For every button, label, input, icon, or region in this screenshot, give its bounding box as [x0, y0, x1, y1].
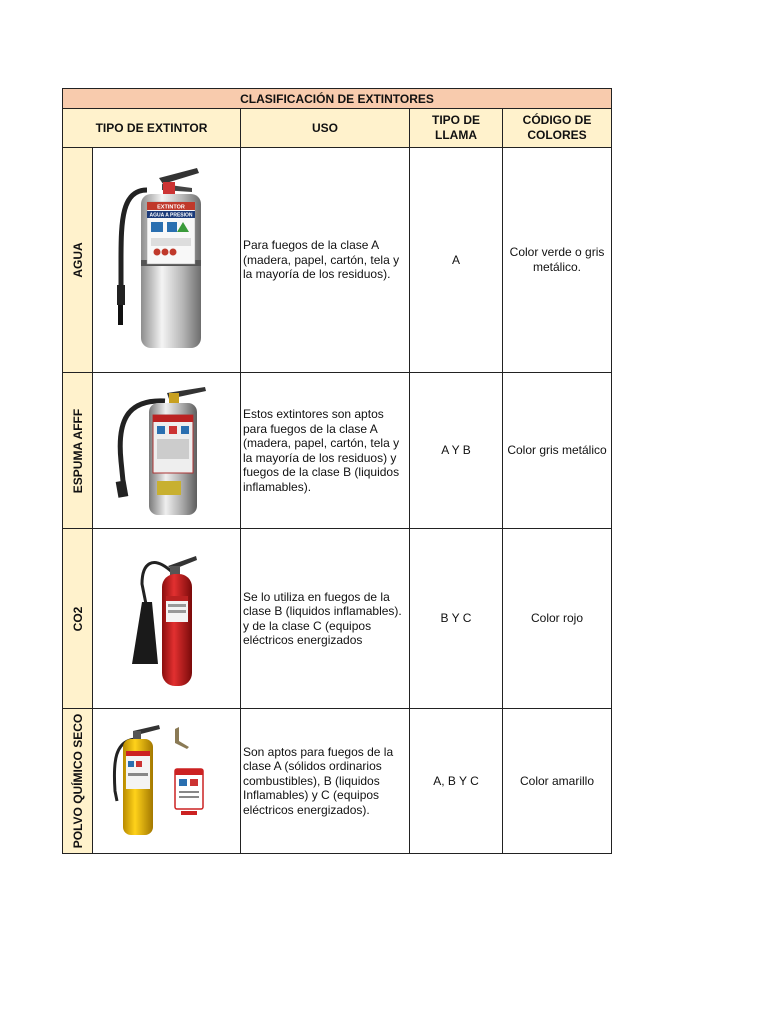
row-label-agua: AGUA — [63, 148, 93, 373]
water-extinguisher-image — [93, 148, 241, 373]
dry-chemical-extinguisher-image — [93, 709, 241, 854]
header-codigo-colores: CÓDIGO DE COLORES — [503, 109, 612, 148]
llama-cell: A Y B — [410, 373, 503, 529]
llama-cell: A, B Y C — [410, 709, 503, 854]
row-label-espuma-afff: ESPUMA AFFF — [63, 373, 93, 529]
svg-text:EXTINTOR: EXTINTOR — [156, 204, 185, 211]
table-row — [63, 373, 612, 529]
color-cell: Color verde o gris metálico. — [503, 148, 612, 373]
color-cell: Color gris metálico — [503, 373, 612, 529]
table-row — [63, 529, 612, 709]
uso-cell: Se lo utiliza en fuegos de la clase B (liquidos inflamables). y de la clase C (equipos eléctricos energizados — [241, 529, 410, 709]
row-label-polvo-quimico-seco: POLVO QUÍMICO SECO — [63, 709, 93, 854]
color-cell: Color rojo — [503, 529, 612, 709]
color-cell: Color amarillo — [503, 709, 612, 854]
uso-cell: Para fuegos de la clase A (madera, papel, cartón, tela y la mayoría de los residuos). — [241, 148, 410, 373]
table-row — [63, 148, 612, 373]
table-title: CLASIFICACIÓN DE EXTINTORES — [63, 89, 612, 109]
svg-text:AGUA A PRESION: AGUA A PRESION — [148, 212, 193, 219]
uso-cell: Son aptos para fuegos de la clase A (sólidos ordinarios combustibles), B (liquidos Inflamables) y C (equipos eléctricos energizados). — [241, 709, 410, 854]
llama-cell: A — [410, 148, 503, 373]
co2-extinguisher-image — [93, 529, 241, 709]
foam-extinguisher-image — [93, 373, 241, 529]
header-tipo-extintor: TIPO DE EXTINTOR — [63, 109, 241, 148]
header-tipo-llama: TIPO DE LLAMA — [410, 109, 503, 148]
header-uso: USO — [241, 109, 410, 148]
extinguisher-classification-table — [62, 88, 612, 854]
row-label-co2: CO2 — [63, 529, 93, 709]
uso-cell: Estos extintores son aptos para fuegos de la clase A (madera, papel, cartón, tela y la mayoría de los residuos) y fuegos de la clase B (liquidos inflamables). — [241, 373, 410, 529]
llama-cell: B Y C — [410, 529, 503, 709]
table-row — [63, 709, 612, 854]
